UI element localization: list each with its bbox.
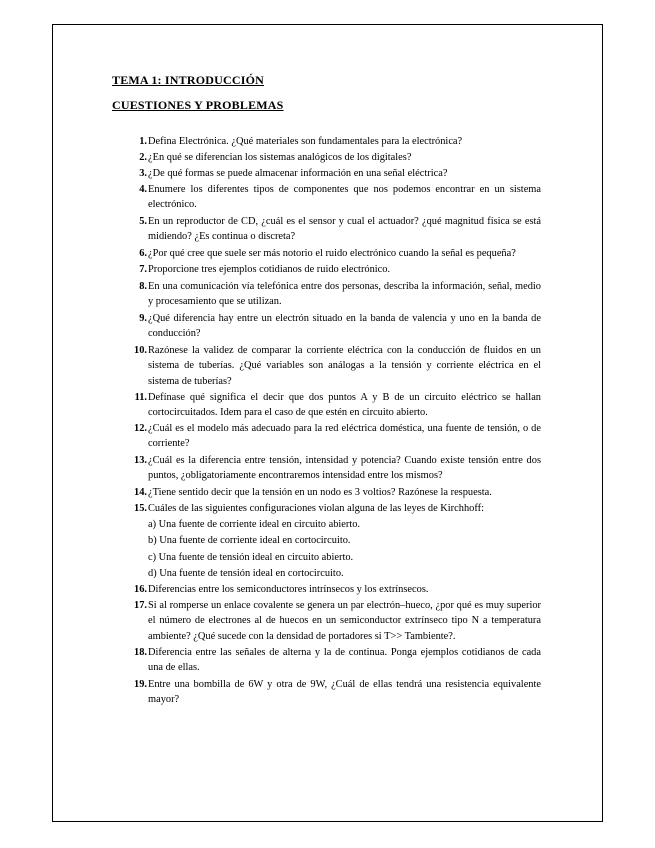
question-text: Diferencias entre los semiconductores intrínsecos y los extrínsecos. <box>148 584 429 595</box>
question-text: ¿Cuál es el modelo más adecuado para la red eléctrica doméstica, una fuente de tensión, o de corriente? <box>148 423 541 450</box>
question-text: Defina Electrónica. ¿Qué materiales son fundamentales para la electrónica? <box>148 136 463 147</box>
question-number: 9. <box>139 313 147 324</box>
question-number: 5. <box>139 216 147 227</box>
question-item <box>134 421 541 452</box>
document-subtitle: CUESTIONES Y PROBLEMAS <box>112 98 284 112</box>
question-text: ¿Tiene sentido decir que la tensión en un nodo es 3 voltios? Razónese la respuesta. <box>148 487 492 498</box>
question-item <box>134 343 541 389</box>
question-option: a) Una fuente de corriente ideal en circuito abierto. <box>148 519 361 530</box>
question-text: Defínase qué significa el decir que dos puntos A y B de un circuito eléctrico se hallan cortocircuitados. Idem para el caso de que estén en circuito abierto. <box>148 392 541 419</box>
question-option: c) Una fuente de tensión ideal en circuito abierto. <box>148 552 354 563</box>
question-item <box>134 390 541 421</box>
question-text: En un reproductor de CD, ¿cuál es el sensor y cual el actuador? ¿qué magnitud física se está midiendo? ¿Es continua o discreta? <box>148 216 541 243</box>
question-text: Proporcione tres ejemplos cotidianos de ruido electrónico. <box>148 264 391 275</box>
question-item <box>134 677 541 708</box>
question-number: 4. <box>139 184 147 195</box>
question-number: 2. <box>139 152 147 163</box>
question-text: Enumere los diferentes tipos de componentes que nos podemos encontrar en un sistema electrónico. <box>148 184 541 211</box>
question-option: b) Una fuente de corriente ideal en cortocircuito. <box>148 535 351 546</box>
question-text: Diferencia entre las señales de alterna y la de continua. Ponga ejemplos cotidianos de cada una de ellas. <box>148 647 541 674</box>
question-item <box>139 182 541 213</box>
question-number: 16. <box>134 584 147 595</box>
question-item <box>134 582 541 597</box>
question-number: 19. <box>134 679 147 690</box>
question-item <box>139 311 541 342</box>
question-text: ¿Qué diferencia hay entre un electrón situado en la banda de valencia y uno en la banda de conducción? <box>148 313 541 340</box>
document-title: TEMA 1: INTRODUCCIÓN <box>112 73 265 87</box>
question-number: 6. <box>139 248 147 259</box>
question-number: 17. <box>134 600 147 611</box>
question-text: ¿Cuál es la diferencia entre tensión, intensidad y potencia? Cuando existe tensión entre dos puntos, ¿obligatoriamente encontraremos intensidad entre los mismos? <box>148 455 541 482</box>
question-item <box>139 150 541 165</box>
question-number: 8. <box>139 281 147 292</box>
question-number: 11. <box>134 392 147 403</box>
question-item <box>139 166 541 181</box>
question-number: 13. <box>134 455 147 466</box>
question-number: 10. <box>134 345 147 356</box>
question-item <box>139 262 541 277</box>
question-text: En una comunicación vía telefónica entre dos personas, describa la información, señal, medio y procesamiento que se utilizan. <box>148 281 541 308</box>
question-number: 18. <box>134 647 147 658</box>
question-number: 1. <box>139 136 147 147</box>
question-text: ¿Por qué cree que suele ser más notorio el ruido electrónico cuando la señal es pequeña? <box>148 248 516 259</box>
question-number: 7. <box>139 264 147 275</box>
question-text: Razónese la validez de comparar la corriente eléctrica con la conducción de fluidos en un sistema de tuberías. ¿Qué variables son análogas a la tensión y corriente eléctrica en el sistema de tuberías? <box>148 345 541 387</box>
question-item <box>139 246 541 261</box>
question-number: 15. <box>134 503 147 514</box>
question-text: Cuáles de las siguientes configuraciones violan alguna de las leyes de Kirchhoff: <box>148 503 484 514</box>
question-text: ¿De qué formas se puede almacenar información en una señal eléctrica? <box>148 168 448 179</box>
question-item <box>134 645 541 676</box>
question-option: d) Una fuente de tensión ideal en cortocircuito. <box>148 568 344 579</box>
question-item <box>134 501 541 516</box>
question-text: Entre una bombilla de 6W y otra de 9W, ¿Cuál de ellas tendrá una resistencia equivalente mayor? <box>148 679 541 706</box>
question-text: ¿En qué se diferencian los sistemas analógicos de los digitales? <box>148 152 412 163</box>
question-text: Si al romperse un enlace covalente se genera un par electrón–hueco, ¿por qué es muy superior el número de electrones al de huecos en un semiconductor extrínseco tipo N a temperatura ambiente? ¿Qué sucede con la densidad de portadores si T>> Tambiente?. <box>148 600 541 642</box>
question-number: 14. <box>134 487 147 498</box>
question-item <box>134 453 541 484</box>
question-item <box>139 214 541 245</box>
question-item <box>134 598 541 644</box>
question-item <box>139 279 541 310</box>
question-item <box>134 485 541 500</box>
question-number: 3. <box>139 168 147 179</box>
question-number: 12. <box>134 423 147 434</box>
question-item <box>139 134 541 149</box>
